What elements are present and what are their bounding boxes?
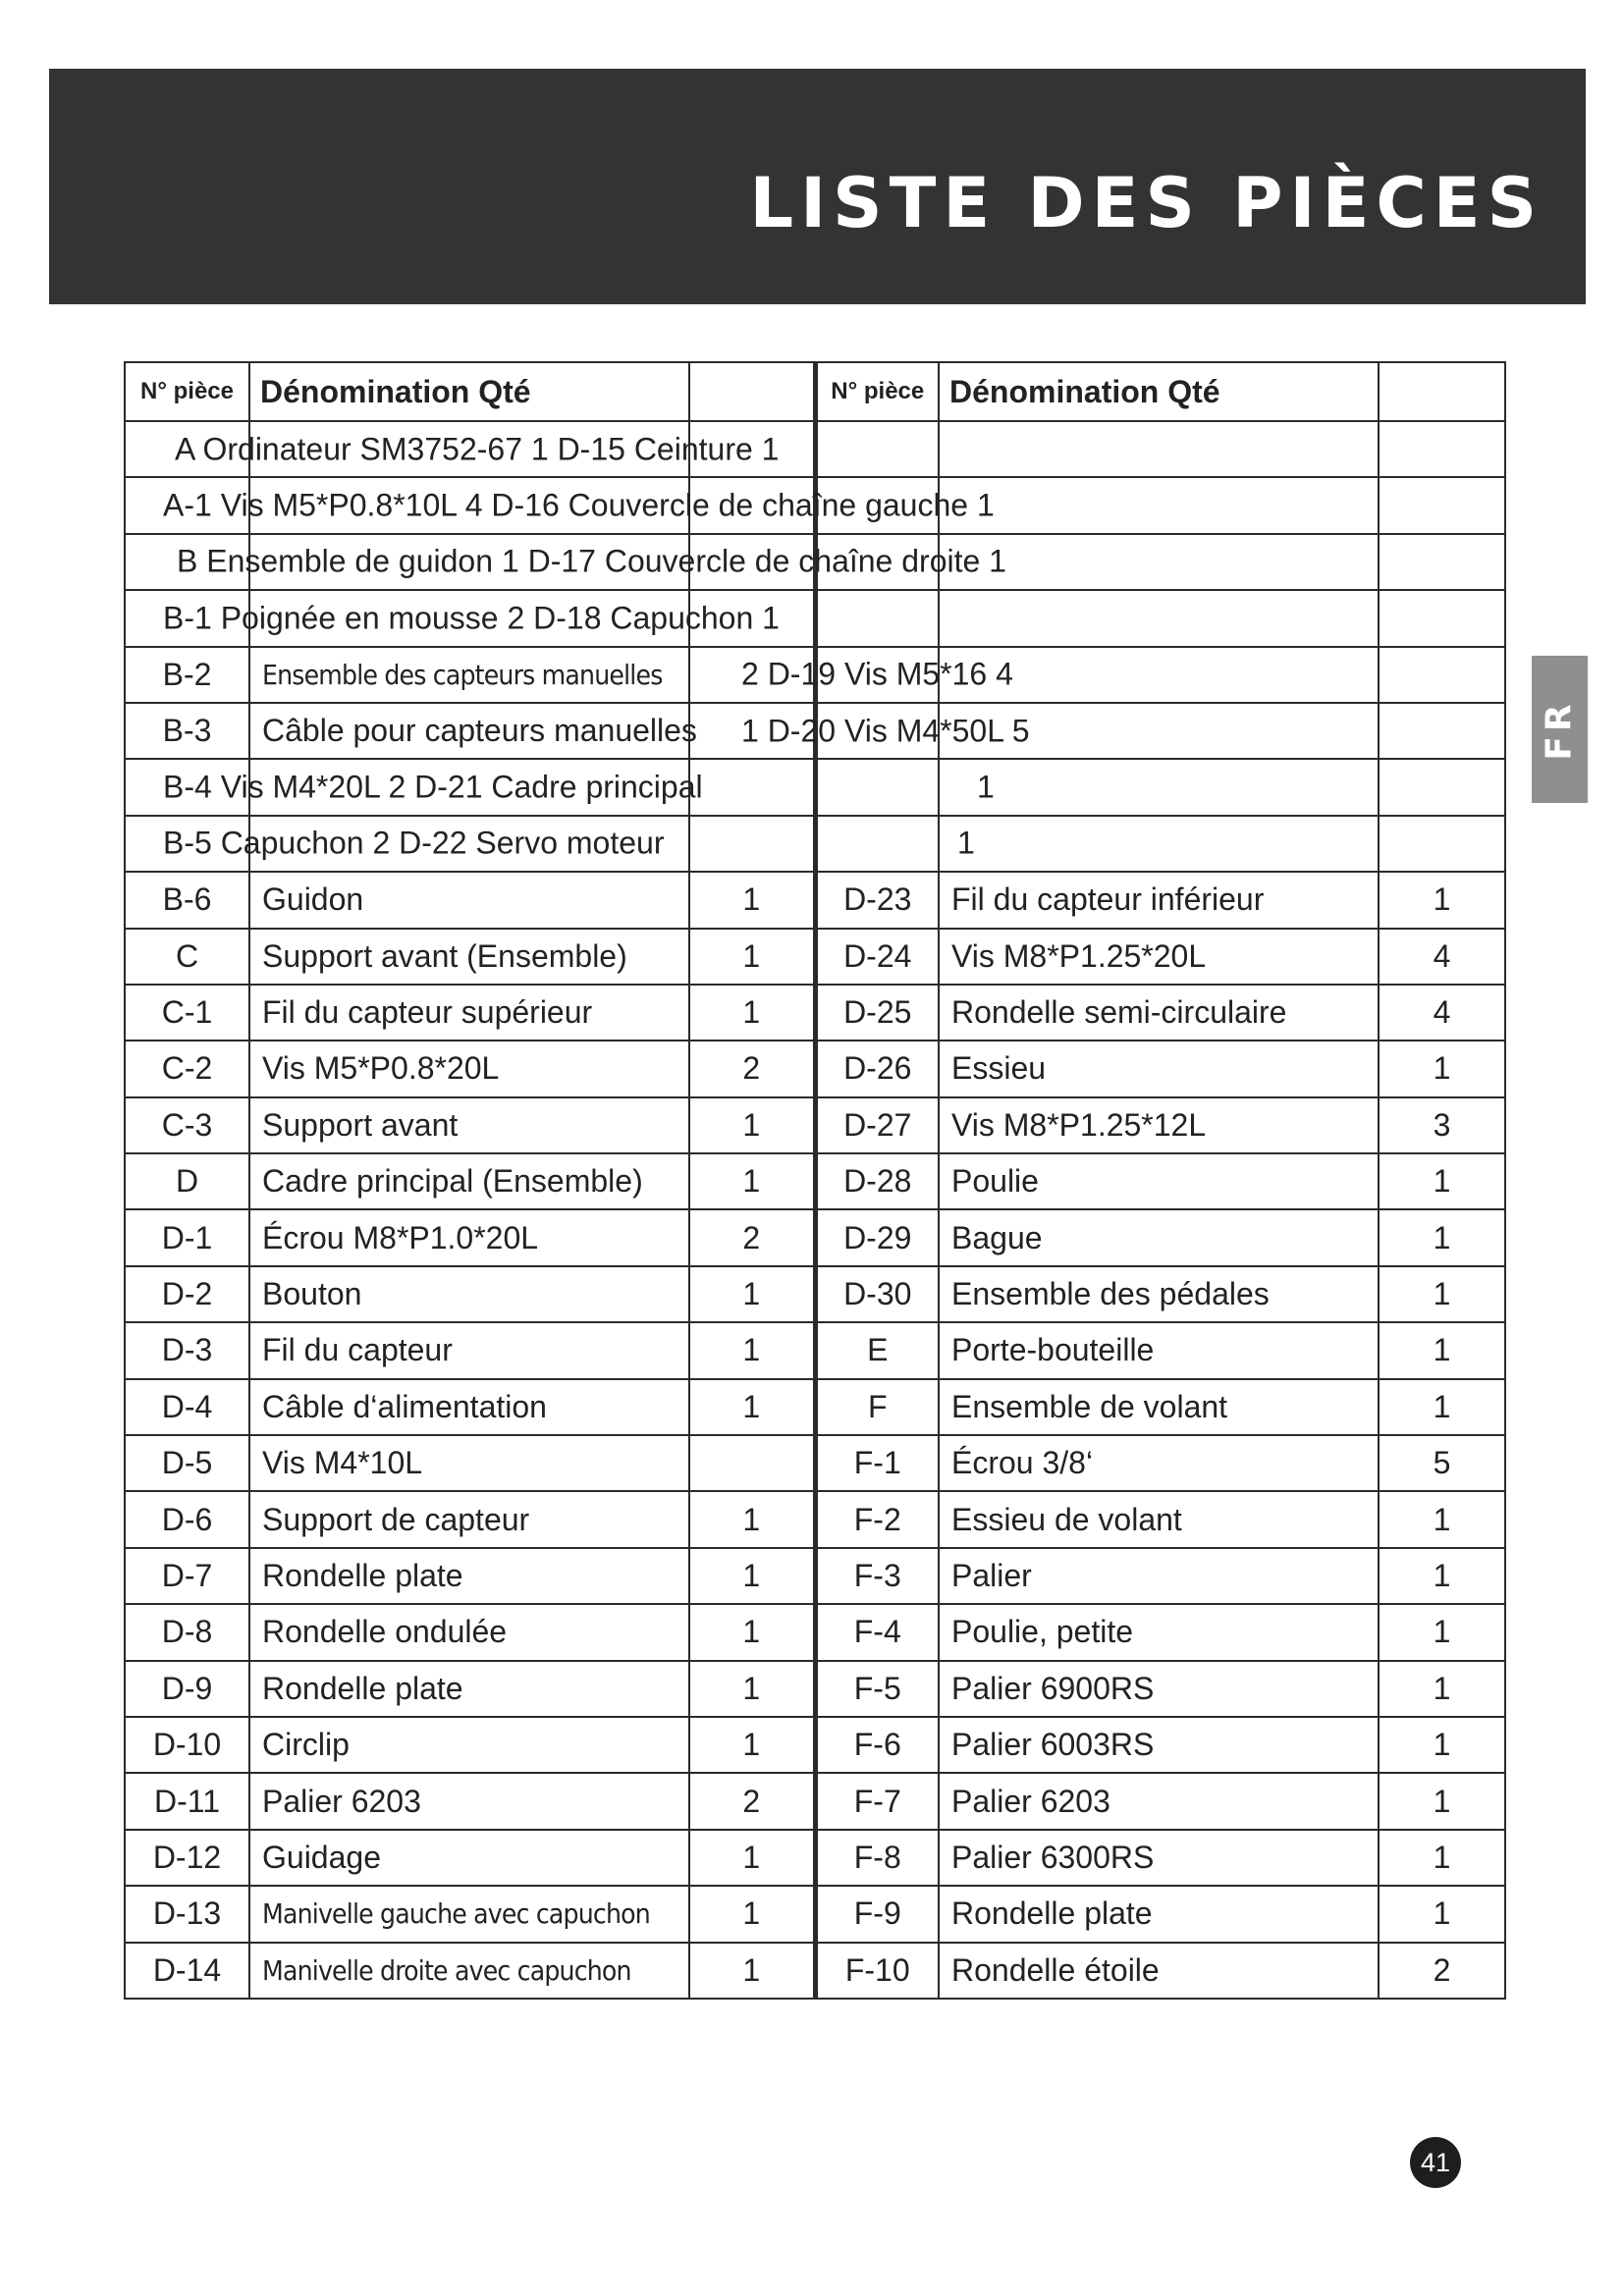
spill-tail-text: 1 (957, 825, 975, 861)
cell-denomination: Fil du capteur supérieur (249, 985, 689, 1041)
cell-quantity: 3 (1379, 1097, 1505, 1153)
cell (939, 590, 1379, 646)
cell-denomination: Support de capteur (249, 1491, 689, 1547)
cell-denomination: Vis M4*10L (249, 1435, 689, 1491)
header-empty-cell (689, 362, 815, 421)
merged-row-text: B Ensemble de guidon 1 D-17 Couvercle de chaîne droite 1 (177, 543, 1006, 579)
cell-part-number: F-8 (815, 1830, 939, 1886)
cell-part-number: D-1 (125, 1209, 249, 1265)
cell (939, 421, 1379, 477)
table-row (125, 1886, 1505, 1942)
table-row (125, 872, 1505, 928)
cell (1379, 759, 1505, 815)
merged-row-text: B-1 Poignée en mousse 2 D-18 Capuchon 1 (163, 600, 780, 636)
cell-denomination: Rondelle semi-circulaire (939, 985, 1379, 1041)
cell-part-number: C (125, 929, 249, 985)
cell-quantity: 2 (689, 1209, 815, 1265)
cell (939, 477, 1379, 533)
cell-quantity: 2 (689, 1773, 815, 1829)
table-row (125, 1322, 1505, 1378)
cell-part-number: F-7 (815, 1773, 939, 1829)
cell-quantity: 1 (689, 929, 815, 985)
table-row (125, 1153, 1505, 1209)
cell-part-number: D-4 (125, 1379, 249, 1435)
cell-denomination: Porte-bouteille (939, 1322, 1379, 1378)
cell (1379, 703, 1505, 759)
merged-row-text: A-1 Vis M5*P0.8*10L 4 D-16 Couvercle de chaîne gauche 1 (163, 487, 995, 523)
cell-denomination: Palier (939, 1548, 1379, 1604)
cell-denomination: Rondelle plate (249, 1548, 689, 1604)
cell-quantity: 1 (689, 1943, 815, 1999)
cell-denomination: Palier 6003RS (939, 1717, 1379, 1773)
cell-part-number: D-7 (125, 1548, 249, 1604)
cell-denomination: Ensemble de volant (939, 1379, 1379, 1435)
table-row (125, 534, 1505, 590)
cell-quantity: 1 (689, 1491, 815, 1547)
cell (689, 703, 1030, 759)
cell-denomination: Manivelle droite avec capuchon (249, 1943, 689, 1999)
cell (939, 816, 1379, 872)
language-tab-label: FR (1540, 698, 1580, 761)
cell (125, 759, 703, 815)
cell (815, 590, 939, 646)
cell-quantity: 1 (689, 1379, 815, 1435)
cell-part-number: D-8 (125, 1604, 249, 1660)
cell-denomination: Rondelle étoile (939, 1943, 1379, 1999)
cell-quantity: 1 (1379, 1209, 1505, 1265)
table-row (125, 1604, 1505, 1660)
cell-part-number: C-2 (125, 1041, 249, 1096)
cell-part-number: C-3 (125, 1097, 249, 1153)
cell-part-number: D (125, 1153, 249, 1209)
cell-quantity: 2 (1379, 1943, 1505, 1999)
cell-quantity: 1 (1379, 872, 1505, 928)
table-row (125, 1435, 1505, 1491)
cell-quantity: 1 (689, 1886, 815, 1942)
cell-quantity: 1 (1379, 1886, 1505, 1942)
merged-row-text: A Ordinateur SM3752-67 1 D-15 Ceinture 1 (175, 431, 780, 467)
cell (939, 759, 1379, 815)
cell-denomination: Écrou M8*P1.0*20L (249, 1209, 689, 1265)
cell-part-number: F-3 (815, 1548, 939, 1604)
cell-denomination: Fil du capteur inférieur (939, 872, 1379, 928)
cell-denomination: Câble d‘alimentation (249, 1379, 689, 1435)
cell-part-number: D-9 (125, 1661, 249, 1717)
cell-part-number: F (815, 1379, 939, 1435)
merged-row-text: B-4 Vis M4*20L 2 D-21 Cadre principal (163, 769, 703, 805)
cell-part-number: F-1 (815, 1435, 939, 1491)
cell-part-number: D-6 (125, 1491, 249, 1547)
cell-denomination: Guidon (249, 872, 689, 928)
cell-part-number: D-14 (125, 1943, 249, 1999)
cell (1379, 647, 1505, 703)
cell (125, 534, 1006, 590)
cell-denomination: Câble pour capteurs manuelles (249, 703, 689, 759)
cell (815, 759, 939, 815)
cell-quantity: 1 (689, 985, 815, 1041)
cell-denomination: Poulie (939, 1153, 1379, 1209)
table-row (125, 421, 1505, 477)
cell-part-number: B-6 (125, 872, 249, 928)
language-tab (1532, 656, 1588, 803)
table-row (125, 590, 1505, 646)
cell-denomination: Support avant (249, 1097, 689, 1153)
header-part-number-right: N° pièce (815, 362, 939, 421)
table-row (125, 1379, 1505, 1435)
cell-quantity: 5 (1379, 1435, 1505, 1491)
table-row (125, 703, 1505, 759)
cell (689, 816, 815, 872)
cell-quantity: 1 (689, 1097, 815, 1153)
cell-part-number: D-25 (815, 985, 939, 1041)
table-row (125, 1830, 1505, 1886)
cell-quantity: 1 (1379, 1266, 1505, 1322)
table-row (125, 1097, 1505, 1153)
cell (1379, 534, 1505, 590)
cell-denomination: Fil du capteur (249, 1322, 689, 1378)
partial-row-text: 2 D-19 Vis M5*16 4 (741, 656, 1013, 692)
cell (1379, 477, 1505, 533)
cell-quantity: 1 (689, 1661, 815, 1717)
cell-denomination: Rondelle plate (939, 1886, 1379, 1942)
cell-part-number: B-3 (125, 703, 249, 759)
table-row (125, 1943, 1505, 1999)
page-title: LISTE DES PIÈCES (749, 163, 1543, 243)
table-row (125, 1266, 1505, 1322)
cell-part-number: D-11 (125, 1773, 249, 1829)
table-row (125, 816, 1505, 872)
cell-part-number: D-2 (125, 1266, 249, 1322)
table-row (125, 1491, 1505, 1547)
cell-part-number: D-23 (815, 872, 939, 928)
cell-part-number: F-4 (815, 1604, 939, 1660)
cell-denomination: Circlip (249, 1717, 689, 1773)
table-row (125, 1209, 1505, 1265)
cell-denomination: Palier 6900RS (939, 1661, 1379, 1717)
cell-denomination: Palier 6203 (249, 1773, 689, 1829)
cell-denomination: Essieu de volant (939, 1491, 1379, 1547)
cell (815, 421, 939, 477)
table-row (125, 1661, 1505, 1717)
table-row (125, 929, 1505, 985)
cell-part-number: E (815, 1322, 939, 1378)
table-row (125, 1548, 1505, 1604)
cell-quantity: 1 (1379, 1322, 1505, 1378)
merged-row-text: B-5 Capuchon 2 D-22 Servo moteur (163, 825, 665, 861)
cell-part-number: D-12 (125, 1830, 249, 1886)
table-row (125, 985, 1505, 1041)
cell-quantity: 1 (1379, 1548, 1505, 1604)
cell-part-number: F-10 (815, 1943, 939, 1999)
cell-denomination: Cadre principal (Ensemble) (249, 1153, 689, 1209)
cell-denomination: Écrou 3/8‘ (939, 1435, 1379, 1491)
cell-quantity: 1 (689, 1153, 815, 1209)
cell-denomination: Support avant (Ensemble) (249, 929, 689, 985)
table-row (125, 1773, 1505, 1829)
cell-denomination: Vis M8*P1.25*20L (939, 929, 1379, 985)
table-row (125, 1717, 1505, 1773)
cell (1379, 590, 1505, 646)
cell-part-number: D-29 (815, 1209, 939, 1265)
cell-denomination: Essieu (939, 1041, 1379, 1096)
cell-part-number: C-1 (125, 985, 249, 1041)
cell-quantity: 1 (1379, 1604, 1505, 1660)
header-denomination-qty: Dénomination Qté (249, 362, 689, 421)
cell-quantity: 1 (689, 1830, 815, 1886)
cell-part-number: D-24 (815, 929, 939, 985)
cell (1379, 816, 1505, 872)
cell-quantity: 1 (1379, 1491, 1505, 1547)
cell-denomination: Vis M5*P0.8*20L (249, 1041, 689, 1096)
cell-part-number: D-13 (125, 1886, 249, 1942)
cell-quantity: 1 (689, 1322, 815, 1378)
cell-part-number: B-2 (125, 647, 249, 703)
cell-quantity: 1 (1379, 1773, 1505, 1829)
cell-part-number: F-9 (815, 1886, 939, 1942)
cell-denomination: Manivelle gauche avec capuchon (249, 1886, 689, 1942)
cell-part-number: F-2 (815, 1491, 939, 1547)
cell-part-number: D-5 (125, 1435, 249, 1491)
cell-part-number: D-10 (125, 1717, 249, 1773)
cell-quantity: 1 (1379, 1379, 1505, 1435)
table-row (125, 1041, 1505, 1096)
cell-part-number: D-28 (815, 1153, 939, 1209)
cell (689, 647, 1013, 703)
page-number-badge: 41 (1410, 2137, 1461, 2188)
cell-denomination: Bague (939, 1209, 1379, 1265)
cell (815, 816, 939, 872)
cell (1379, 421, 1505, 477)
cell-quantity: 1 (1379, 1153, 1505, 1209)
cell-part-number: F-5 (815, 1661, 939, 1717)
cell-quantity: 2 (689, 1041, 815, 1096)
cell-part-number: D-3 (125, 1322, 249, 1378)
cell-part-number: F-6 (815, 1717, 939, 1773)
partial-row-text: 1 D-20 Vis M4*50L 5 (741, 713, 1030, 749)
cell-denomination: Vis M8*P1.25*12L (939, 1097, 1379, 1153)
cell-denomination: Palier 6300RS (939, 1830, 1379, 1886)
cell-quantity: 1 (1379, 1830, 1505, 1886)
cell-part-number: D-26 (815, 1041, 939, 1096)
cell-quantity: 1 (689, 1548, 815, 1604)
cell-part-number: D-30 (815, 1266, 939, 1322)
table-row (125, 477, 1505, 533)
cell (125, 816, 665, 872)
cell-denomination: Rondelle ondulée (249, 1604, 689, 1660)
cell-denomination: Rondelle plate (249, 1661, 689, 1717)
cell-quantity: 1 (1379, 1661, 1505, 1717)
cell-quantity (689, 1435, 815, 1491)
cell-quantity: 1 (689, 1604, 815, 1660)
header-part-number: N° pièce (125, 362, 249, 421)
cell-part-number: D-27 (815, 1097, 939, 1153)
cell-denomination: Ensemble des pédales (939, 1266, 1379, 1322)
cell (689, 759, 815, 815)
cell (125, 590, 780, 646)
cell-quantity: 1 (1379, 1717, 1505, 1773)
header-empty-cell-right (1379, 362, 1505, 421)
cell-quantity: 1 (689, 1266, 815, 1322)
spill-tail-text: 1 (977, 769, 995, 805)
cell-denomination: Palier 6203 (939, 1773, 1379, 1829)
parts-table (124, 361, 1506, 2000)
cell-denomination: Bouton (249, 1266, 689, 1322)
cell-quantity: 4 (1379, 929, 1505, 985)
table-row (125, 759, 1505, 815)
table-header-row (125, 362, 1505, 421)
cell-quantity: 1 (1379, 1041, 1505, 1096)
cell-denomination: Ensemble des capteurs manuelles (249, 647, 689, 703)
cell-denomination: Guidage (249, 1830, 689, 1886)
table-row (125, 647, 1505, 703)
cell-quantity: 1 (689, 1717, 815, 1773)
cell (125, 477, 995, 533)
cell-quantity: 1 (689, 872, 815, 928)
cell-denomination: Poulie, petite (939, 1604, 1379, 1660)
cell-quantity: 4 (1379, 985, 1505, 1041)
header-denomination-qty-right: Dénomination Qté (939, 362, 1379, 421)
cell (125, 421, 780, 477)
